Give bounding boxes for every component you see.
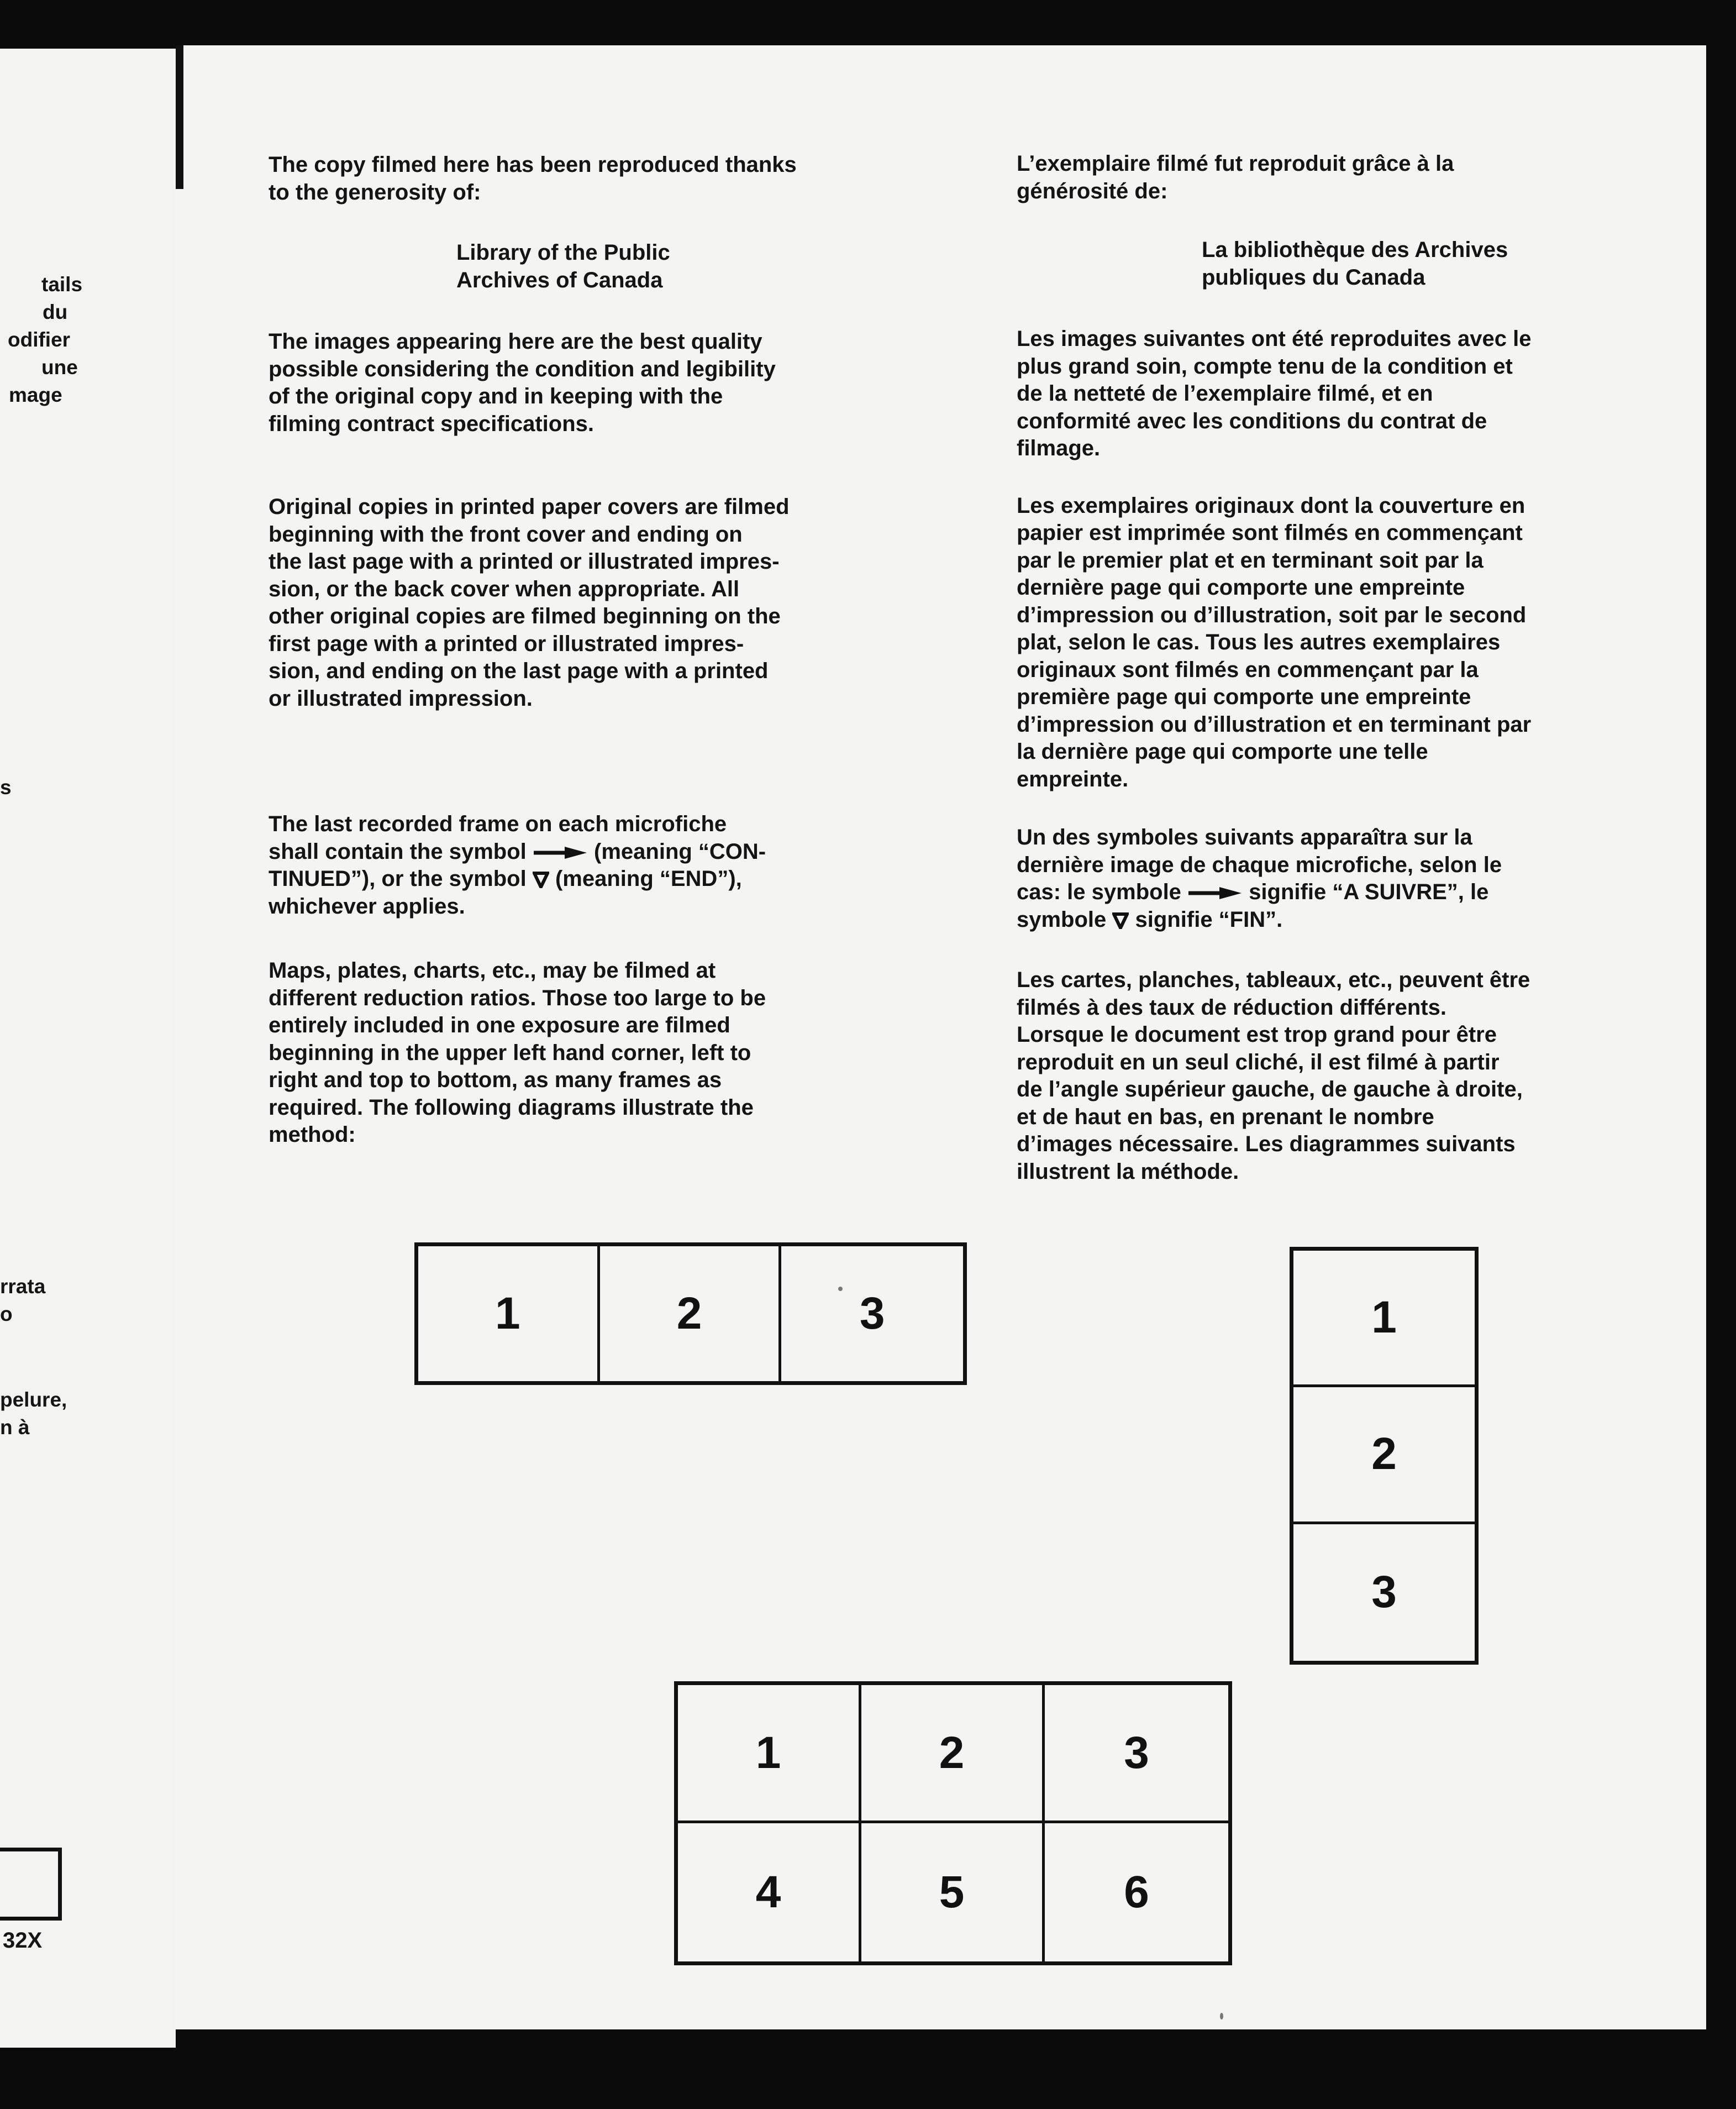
frame-cell: 1 xyxy=(418,1246,600,1381)
page-edge-shadow xyxy=(176,45,183,189)
text-line: La bibliothèque des Archives xyxy=(1202,238,1508,262)
text-line: Lorsque le document est trop grand pour être xyxy=(1017,1022,1497,1047)
text-line xyxy=(269,838,904,866)
text-line: dernière page qui comporte une empreinte xyxy=(1017,575,1465,600)
text-line: The last recorded frame on each microfiche xyxy=(269,812,727,836)
text-line: L’exemplaire filmé fut reproduit grâce à la xyxy=(1017,151,1454,176)
text-line xyxy=(1017,906,1680,934)
text-line: générosité de: xyxy=(1017,179,1168,203)
arrow-icon xyxy=(533,846,588,859)
diagram-row xyxy=(414,1242,967,1385)
text-span: (meaning “END”), xyxy=(555,867,742,891)
french-column xyxy=(1017,150,1680,1185)
text-line: The images appearing here are the best quality xyxy=(269,329,762,354)
text-span: signifie “A SUIVRE”, le xyxy=(1249,880,1489,904)
text-line: conformité avec les conditions du contrat de xyxy=(1017,408,1487,433)
fragment-text: n à xyxy=(0,1416,30,1439)
paragraph xyxy=(269,328,904,438)
text-line: publiques du Canada xyxy=(1202,265,1425,290)
triangle-icon xyxy=(533,872,549,888)
paragraph xyxy=(269,957,904,1149)
text-line: papier est imprimée sont filmés en commençant xyxy=(1017,521,1523,545)
text-line: sion, or the back cover when appropriate. All xyxy=(269,576,740,601)
arrow-icon xyxy=(1187,886,1243,900)
text-line: different reduction ratios. Those too large to be xyxy=(269,985,766,1010)
fragment-text: une xyxy=(41,356,78,379)
paragraph xyxy=(269,494,904,712)
diagram-column xyxy=(1290,1247,1479,1665)
frame-cell: 3 xyxy=(1045,1685,1228,1823)
text-line: Un des symboles suivants apparaîtra sur la xyxy=(1017,825,1472,849)
triangle-icon xyxy=(1112,912,1129,929)
text-line: first page with a printed or illustrated impres- xyxy=(269,631,744,656)
text-line: right and top to bottom, as many frames as xyxy=(269,1068,722,1092)
fragment-text: mage xyxy=(9,384,62,406)
frame-cell: 5 xyxy=(861,1823,1045,1961)
adjacent-page-strip xyxy=(0,49,176,2048)
text-line xyxy=(269,865,904,893)
fragment-text: tails xyxy=(41,273,83,296)
text-span: TINUED”), or the symbol xyxy=(269,867,527,891)
fragment-text: rrata xyxy=(0,1275,46,1298)
text-line: plat, selon le cas. Tous les autres exemplaires xyxy=(1017,630,1501,654)
scale-label: 32X xyxy=(3,1928,43,1953)
paragraph xyxy=(1017,326,1680,463)
text-line: illustrent la méthode. xyxy=(1017,1159,1239,1184)
text-line: reproduit en un seul cliché, il est filmé à partir xyxy=(1017,1050,1500,1074)
text-line: method: xyxy=(269,1122,356,1147)
text-span: symbole xyxy=(1017,907,1107,932)
text-line: d’images nécessaire. Les diagrammes suivants xyxy=(1017,1132,1516,1156)
paragraph xyxy=(1017,967,1680,1185)
text-line: or illustrated impression. xyxy=(269,686,533,711)
text-line: Les images suivantes ont été reproduites avec le xyxy=(1017,327,1532,351)
frame-cell: 2 xyxy=(861,1685,1045,1823)
text-line: The copy filmed here has been reproduced thanks xyxy=(269,153,797,177)
text-line: to the generosity of: xyxy=(269,180,481,204)
diagram-grid xyxy=(674,1681,1232,1965)
text-line: filming contract specifications. xyxy=(269,411,595,436)
text-line: originaux sont filmés en commençant par la xyxy=(1017,657,1479,682)
text-line: dernière image de chaque microfiche, selon le xyxy=(1017,852,1502,877)
text-line: Library of the Public xyxy=(456,240,670,265)
text-line: par le premier plat et en terminant soit par la xyxy=(1017,548,1484,573)
scale-box xyxy=(0,1848,62,1921)
text-line: Maps, plates, charts, etc., may be filmed at xyxy=(269,958,716,983)
text-line: entirely included in one exposure are filmed xyxy=(269,1013,730,1037)
frame-cell: 4 xyxy=(678,1823,861,1961)
fragment-text: du xyxy=(43,301,68,323)
text-line: d’impression ou d’illustration, soit par le second xyxy=(1017,602,1527,627)
text-line: possible considering the condition and legibility xyxy=(269,356,776,381)
paragraph xyxy=(269,811,904,920)
english-column xyxy=(269,151,904,1149)
text-line: de l’angle supérieur gauche, de gauche à droite, xyxy=(1017,1077,1523,1101)
frame-cell: 1 xyxy=(678,1685,861,1823)
text-line: of the original copy and in keeping with the xyxy=(269,384,723,408)
text-line: the last page with a printed or illustrated impres- xyxy=(269,549,780,574)
text-span: cas: le symbole xyxy=(1017,880,1181,904)
text-line: filmage. xyxy=(1017,436,1101,460)
text-line xyxy=(1017,879,1680,906)
text-span: (meaning “CON- xyxy=(594,839,766,864)
dust-speck xyxy=(1220,2013,1223,2019)
text-line: plus grand soin, compte tenu de la condition et xyxy=(1017,354,1513,379)
frame-cell: 2 xyxy=(1293,1387,1475,1524)
text-span: shall contain the symbol xyxy=(269,839,527,864)
text-line: Original copies in printed paper covers are filmed xyxy=(269,495,790,519)
frame-cell: 3 xyxy=(1371,1567,1397,1618)
text-line: Archives of Canada xyxy=(456,267,663,292)
text-line: Les exemplaires originaux dont la couverture en xyxy=(1017,493,1525,518)
fragment-text: odifier xyxy=(8,328,71,351)
text-line: et de haut en bas, en prenant le nombre xyxy=(1017,1104,1434,1129)
text-line: de la netteté de l’exemplaire filmé, et en xyxy=(1017,381,1433,406)
paragraph xyxy=(1017,492,1680,794)
text-line: sion, and ending on the last page with a printed xyxy=(269,659,769,683)
fragment-text: o xyxy=(0,1303,13,1325)
text-line: première page qui comporte une empreinte xyxy=(1017,685,1471,709)
frame-cell: 1 xyxy=(1293,1251,1475,1387)
text-line: d’impression ou d’illustration et en terminant par xyxy=(1017,712,1532,737)
text-line: required. The following diagrams illustrate the xyxy=(269,1095,754,1120)
text-line: other original copies are filmed beginning on the xyxy=(269,604,781,628)
fragment-text: s xyxy=(0,776,12,799)
text-line: beginning with the front cover and ending on xyxy=(269,522,743,547)
frame-cell: 3 xyxy=(859,1288,885,1339)
frame-cell: 2 xyxy=(600,1246,782,1381)
fragment-text: pelure, xyxy=(0,1388,67,1411)
text-line: empreinte. xyxy=(1017,767,1129,791)
text-line: filmés à des taux de réduction différents. xyxy=(1017,995,1446,1020)
text-span: signifie “FIN”. xyxy=(1135,907,1283,932)
paragraph xyxy=(1017,824,1680,933)
text-line: beginning in the upper left hand corner, left to xyxy=(269,1040,751,1065)
text-line: whichever applies. xyxy=(269,894,465,919)
target-page xyxy=(176,45,1706,2029)
frame-cell: 6 xyxy=(1124,1867,1149,1917)
text-line: la dernière page qui comporte une telle xyxy=(1017,739,1428,764)
text-line: Les cartes, planches, tableaux, etc., peuvent être xyxy=(1017,968,1530,992)
